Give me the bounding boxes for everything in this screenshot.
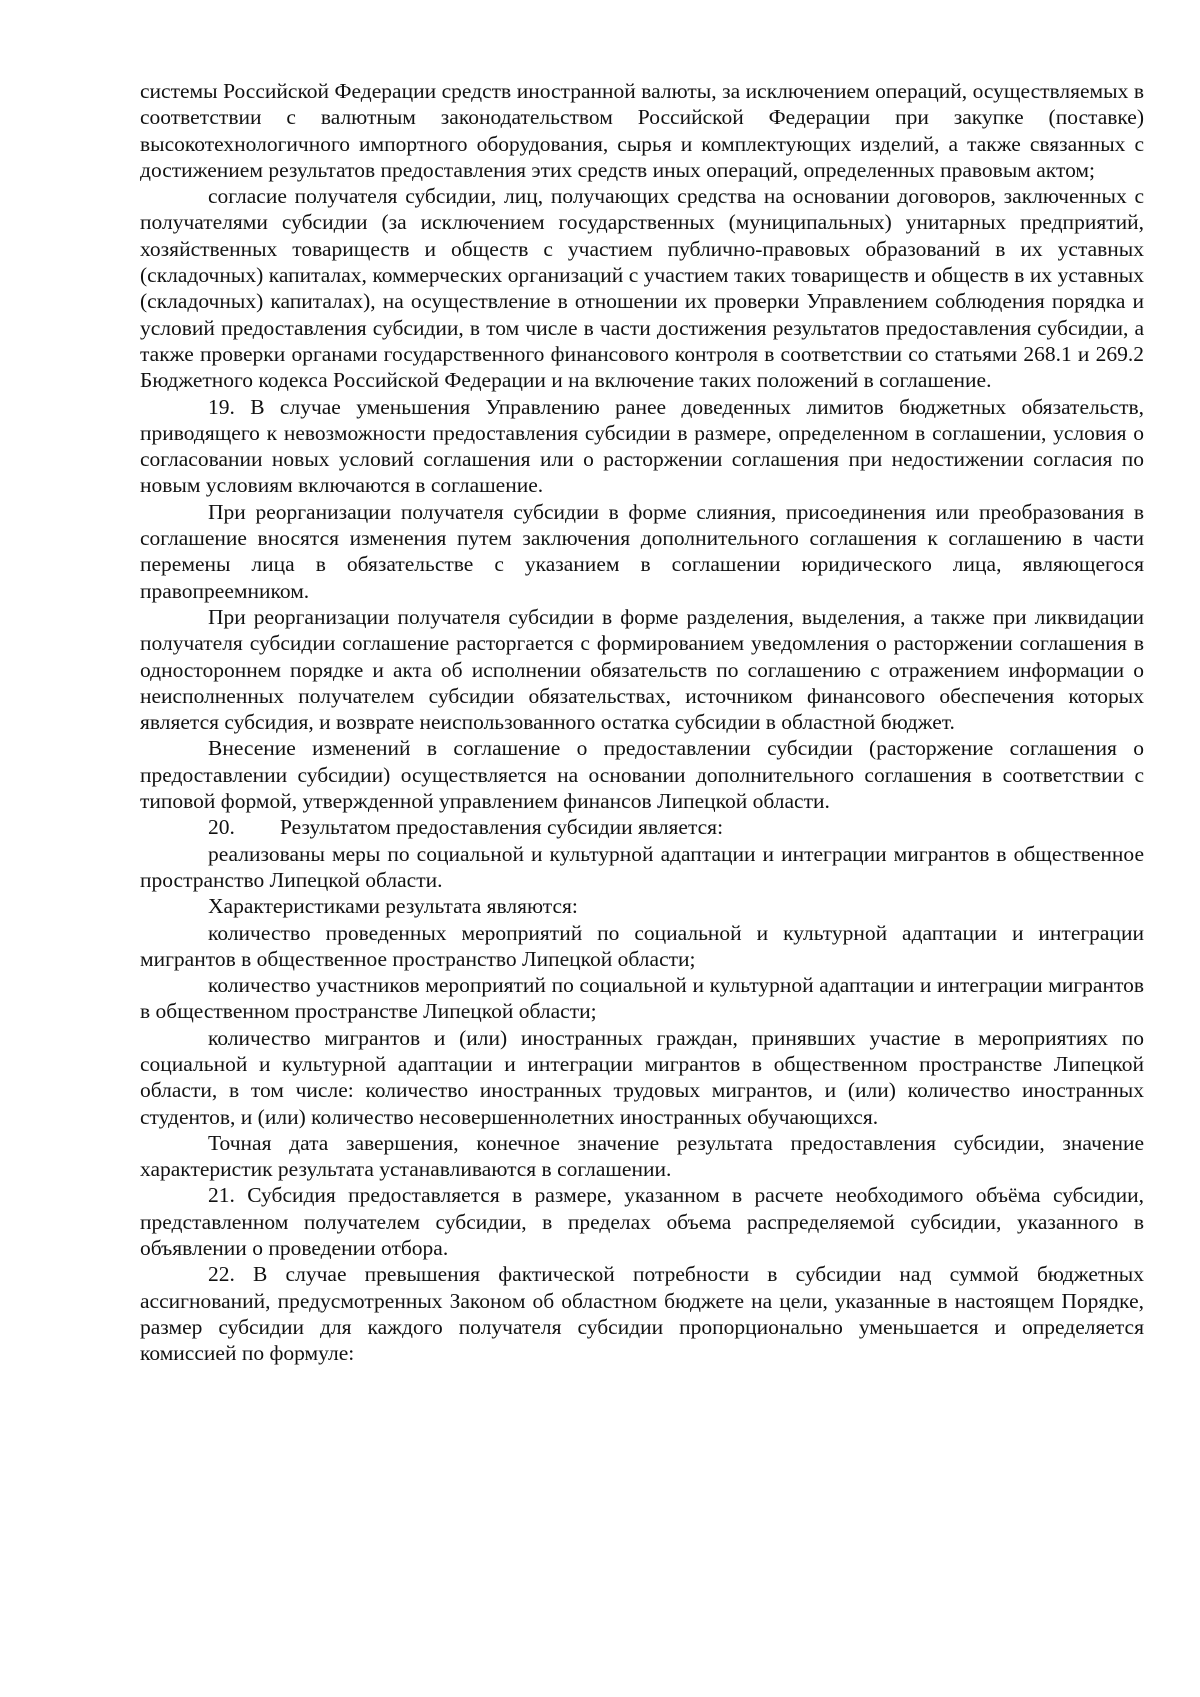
paragraph-migrants-count: количество мигрантов и (или) иностранных граждан, принявших участие в мероприятиях по социальной и культурной адаптации и интеграции мигрантов в общественном пространстве Липецкой области, в том числе: количество иностранных трудовых мигрантов, и (или) количество иностранных студентов, и (или) количество несовершеннолетних иностранных обучающихся. [140,1025,1144,1129]
paragraph-item-19: 19. В случае уменьшения Управлению ранее доведенных лимитов бюджетных обязательств, приводящего к невозможности предоставления субсидии в размере, определенном в соглашении, условия о согласовании новых условий соглашения или о расторжении соглашения при недостижении согласия по новым условиям включаются в соглашение. [140,394,1144,498]
item-20-text: Результатом предоставления субсидии является: [280,815,724,840]
document-page [140,78,1144,1367]
paragraph-events-count: количество проведенных мероприятий по социальной и культурной адаптации и интеграции мигрантов в общественное пространство Липецкой области; [140,920,1144,971]
paragraph-consent-inspection: согласие получателя субсидии, лиц, получающих средства на основании договоров, заключенных с получателями субсидии (за исключением государственных (муниципальных) унитарных предприятий, хозяйственных товариществ и обществ с участием публично-правовых образований в их уставных (складочных) капиталах, коммерческих организаций с участием таких товариществ и обществ в их уставных (складочных) капиталах), на осуществление в отношении их проверки Управлением соблюдения порядка и условий предоставления субсидии, в том числе в части достижения результатов предоставления субсидии, а также проверки органами государственного финансового контроля в соответствии со статьями 268.1 и 269.2 Бюджетного кодекса Российской Федерации и на включение таких положений в соглашение. [140,184,1144,393]
paragraph-agreement-changes: Внесение изменений в соглашение о предоставлении субсидии (расторжение соглашения о предоставлении субсидии) осуществляется на основании дополнительного соглашения в соответствии с типовой формой, утвержденной управлением финансов Липецкой области. [140,736,1144,814]
paragraph-result-measures: реализованы меры по социальной и культурной адаптации и интеграции мигрантов в общественное пространство Липецкой области. [140,841,1144,892]
paragraph-participants-count: количество участников мероприятий по социальной и культурной адаптации и интеграции мигрантов в общественном пространстве Липецкой области; [140,973,1144,1024]
paragraph-reorganization-division: При реорганизации получателя субсидии в форме разделения, выделения, а также при ликвидации получателя субсидии соглашение расторгается с формированием уведомления о расторжении соглашения в одностороннем порядке и акта об исполнении обязательств по соглашению с отражением информации о неисполненных получателем субсидии обязательствах, источником финансового обеспечения которых является субсидия, и возврате неиспользованного остатка субсидии в областной бюджет. [140,604,1144,735]
paragraph-item-21: 21. Субсидия предоставляется в размере, указанном в расчете необходимого объёма субсидии, представленном получателем субсидии, в пределах объема распределяемой субсидии, указанного в объявлении о проведении отбора. [140,1183,1144,1261]
item-20-number: 20. [208,815,235,840]
paragraph-reorganization-merger: При реорганизации получателя субсидии в форме слияния, присоединения или преобразования в соглашение вносятся изменения путем заключения дополнительного соглашения к соглашению в части перемены лица в обязательстве с указанием в соглашении юридического лица, являющегося правопреемником. [140,499,1144,603]
paragraph-item-20 [140,814,1144,840]
paragraph-item-22: 22. В случае превышения фактической потребности в субсидии над суммой бюджетных ассигнований, предусмотренных Законом об областном бюджете на цели, указанные в настоящем Порядке, размер субсидии для каждого получателя субсидии пропорционально уменьшается и определяется комиссией по формуле: [140,1262,1144,1366]
paragraph-currency-operations: системы Российской Федерации средств иностранной валюты, за исключением операций, осуществляемых в соответствии с валютным законодательством Российской Федерации при закупке (поставке) высокотехнологичного импортного оборудования, сырья и комплектующих изделий, а также связанных с достижением результатов предоставления этих средств иных операций, определенных правовым актом; [140,79,1144,182]
paragraph-completion-date: Точная дата завершения, конечное значение результата предоставления субсидии, значение характеристик результата устанавливаются в соглашении. [140,1130,1144,1182]
paragraph-result-characteristics: Характеристиками результата являются: [208,894,578,919]
